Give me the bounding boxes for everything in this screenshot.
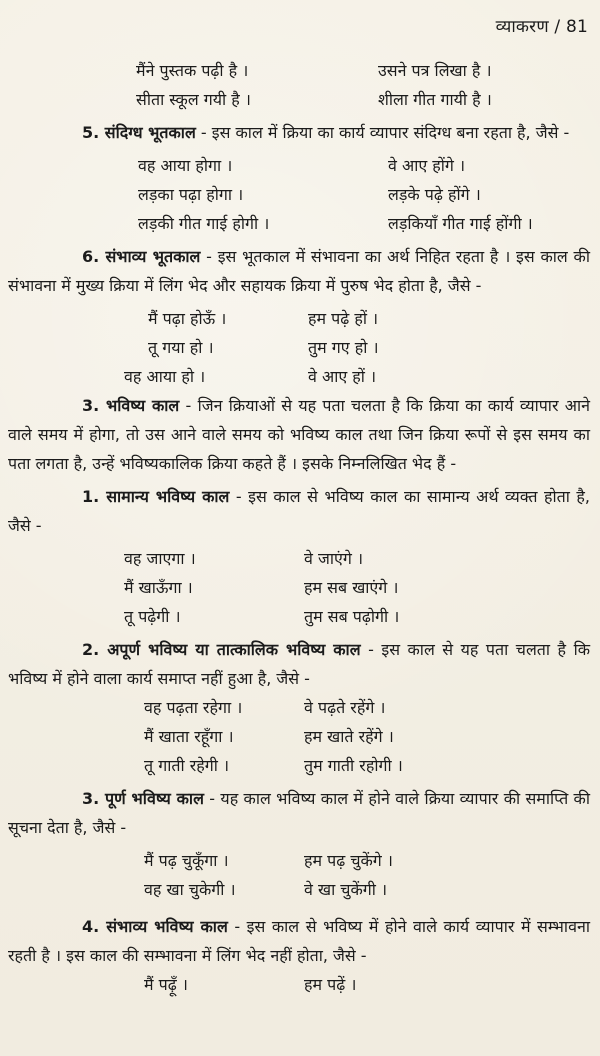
example-right: हम पढ़ चुकेंगे । [304, 851, 393, 870]
example-right: लड़कियाँ गीत गाई होंगी । [388, 214, 533, 233]
example-left: वह पढ़ता रहेगा । [144, 698, 243, 717]
example-pair [8, 722, 590, 751]
example-pair [8, 180, 590, 209]
example-right: तुम सब पढ़ोगी । [304, 607, 400, 626]
example-left: तू गाती रहेगी । [144, 756, 230, 775]
example-right: वे आए होंगे । [388, 156, 466, 175]
section-body: - इस भूतकाल में संभावना का अर्थ निहित रहता है । इस काल की संभावना में मुख्य क्रिया में लिंग भेद और सहायक क्रिया में पुरुष भेद होता है, जैसे - [8, 247, 590, 295]
section-paragraph [8, 482, 590, 540]
example-right: उसने पत्र लिखा है । [378, 61, 492, 80]
example-left: लड़की गीत गाई होगी । [138, 214, 270, 233]
example-left: वह खा चुकेगी । [144, 880, 236, 899]
example-right: हम सब खाएंगे । [304, 578, 399, 597]
section-paragraph [8, 635, 590, 693]
example-left: मैं पढ़ूँ । [144, 975, 188, 994]
section-heading: 1. सामान्य भविष्य काल [82, 487, 230, 506]
example-pair [8, 544, 590, 573]
example-pair [8, 333, 590, 362]
example-left: वह आया होगा । [138, 156, 233, 175]
example-pair [8, 970, 590, 999]
section-heading: 3. भविष्य काल [82, 396, 180, 415]
example-pair [8, 846, 590, 875]
section-body: - इस काल से भविष्य में होने वाले कार्य व्यापार में सम्भावना रहती है । इस काल की सम्भावना में लिंग भेद नहीं होता, जैसे - [8, 917, 590, 965]
example-right: तुम गाती रहोगी । [304, 756, 403, 775]
example-right: हम पढ़े हों । [308, 309, 379, 328]
example-pair [8, 573, 590, 602]
example-right: तुम गए हो । [308, 338, 379, 357]
section-heading: 3. पूर्ण भविष्य काल [82, 789, 204, 808]
section-heading: 2. अपूर्ण भविष्य या तात्कालिक भविष्य काल [82, 640, 361, 659]
example-right: लड़के पढ़े होंगे । [388, 185, 481, 204]
section-body: - इस काल से यह पता चलता है कि भविष्य में होने वाला कार्य समाप्त नहीं हुआ है, जैसे - [8, 640, 590, 688]
section-body: - इस काल से भविष्य काल का सामान्य अर्थ व्यक्त होता है, जैसे - [8, 487, 591, 535]
section-paragraph [8, 391, 590, 478]
section-body: - जिन क्रियाओं से यह पता चलता है कि क्रिया का कार्य व्यापार आने वाले समय में होगा, तो उस आने वाले समय को भविष्य काल तथा जिन क्रिया रूपों से इस समय का पता लगता है, उन्हें भविष्यकालिक क्रिया कहते हैं । इसके निम्नलिखित भेद हैं - [8, 396, 591, 473]
section-heading: 4. संभाव्य भविष्य काल [82, 917, 228, 936]
example-pair [8, 209, 590, 238]
example-left: मैं खाऊँगा । [124, 578, 193, 597]
page-content [8, 56, 590, 999]
example-left: लड़का पढ़ा होगा । [138, 185, 244, 204]
example-pair [8, 875, 590, 904]
example-left: मैं खाता रहूँगा । [144, 727, 234, 746]
example-left: मैंने पुस्तक पढ़ी है । [136, 61, 249, 80]
example-right: हम पढ़ें । [304, 975, 357, 994]
example-right: वे आए हों । [308, 367, 377, 386]
example-pair [8, 304, 590, 333]
example-left: वह आया हो । [124, 367, 206, 386]
section-heading: 6. संभाव्य भूतकाल [82, 247, 201, 266]
example-left: मैं पढ़ा होऊँ । [148, 309, 227, 328]
section-paragraph [8, 118, 590, 147]
example-left: मैं पढ़ चुकूँगा । [144, 851, 229, 870]
example-right: वे पढ़ते रहेंगे । [304, 698, 386, 717]
section-heading: 5. संदिग्ध भूतकाल [82, 123, 196, 142]
section-body: - यह काल भविष्य काल में होने वाले क्रिया व्यापार की समाप्ति की सूचना देता है, जैसे - [8, 789, 590, 837]
example-right: हम खाते रहेंगे । [304, 727, 394, 746]
example-right: वे खा चुकेंगी । [304, 880, 388, 899]
example-right: शीला गीत गायी है । [378, 90, 492, 109]
example-pair [8, 151, 590, 180]
example-pair [8, 751, 590, 780]
example-left: तू पढ़ेगी । [124, 607, 181, 626]
example-pair [8, 362, 590, 391]
running-header: व्याकरण / 81 [495, 17, 588, 37]
section-paragraph [8, 242, 590, 300]
section-paragraph [8, 784, 590, 842]
example-pair [8, 85, 590, 114]
example-pair [8, 56, 590, 85]
example-left: सीता स्कूल गयी है । [136, 90, 251, 109]
example-pair [8, 602, 590, 631]
example-left: वह जाएगा । [124, 549, 196, 568]
example-pair [8, 693, 590, 722]
section-body: - इस काल में क्रिया का कार्य व्यापार संदिग्ध बना रहता है, जैसे - [200, 123, 570, 142]
example-left: तू गया हो । [148, 338, 214, 357]
example-right: वे जाएंगे । [304, 549, 364, 568]
section-paragraph [8, 912, 590, 970]
